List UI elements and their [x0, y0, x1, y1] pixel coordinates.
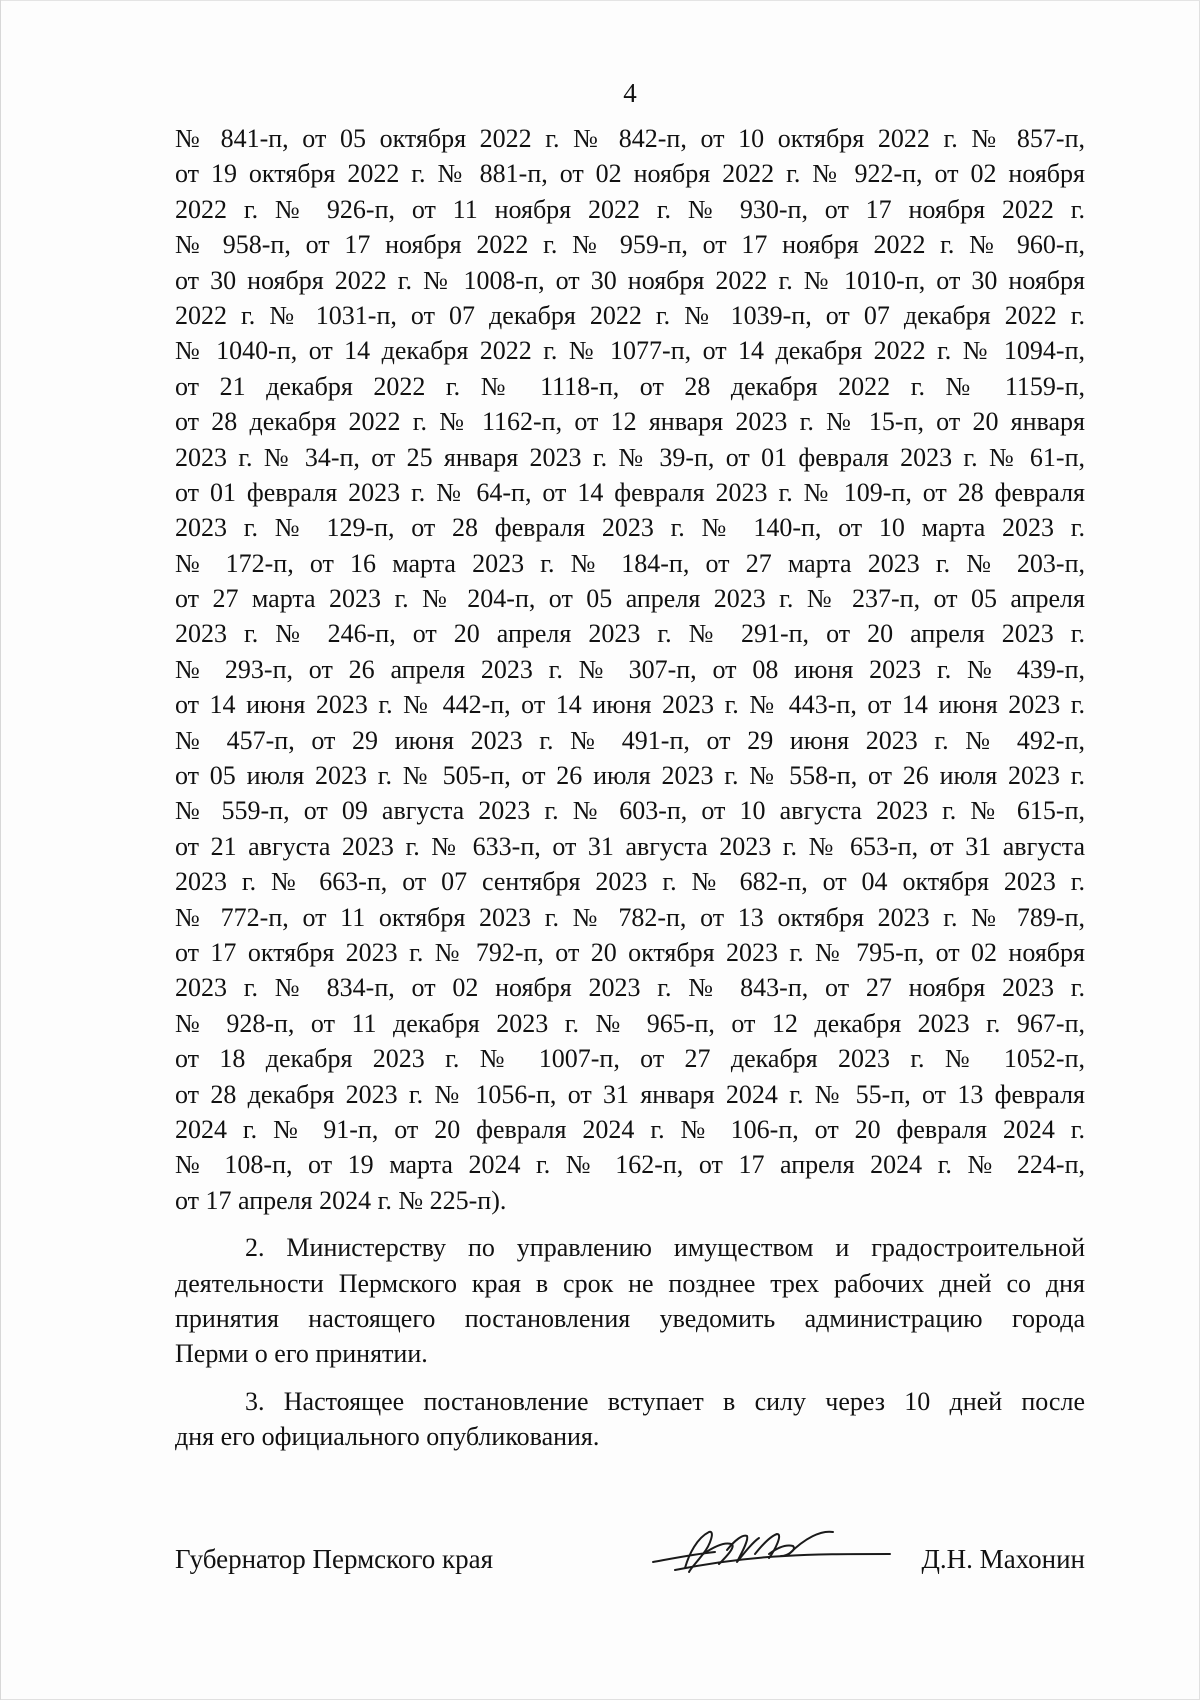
- text-line: 2024 г. № 91-п, от 20 февраля 2024 г. № 106-п, от 20 февраля 2024 г.: [175, 1114, 1085, 1144]
- paragraph-spacer: [175, 1372, 1085, 1384]
- text-line: деятельности Пермского края в срок не позднее трех рабочих дней со дня: [175, 1268, 1085, 1298]
- text-line: № 172-п, от 16 марта 2023 г. № 184-п, от 27 марта 2023 г. № 203-п,: [175, 548, 1085, 578]
- text-line: 2023 г. № 834-п, от 02 ноября 2023 г. № 843-п, от 27 ноября 2023 г.: [175, 973, 1085, 1003]
- text-line: от 27 марта 2023 г. № 204-п, от 05 апреля 2023 г. № 237-п, от 05 апреля: [175, 584, 1085, 614]
- paragraph-2: [175, 1230, 1085, 1372]
- text-line: дня его официального опубликования.: [175, 1422, 600, 1452]
- signature-block: [175, 1544, 1085, 1584]
- text-line: № 958-п, от 17 ноября 2022 г. № 959-п, от 17 ноября 2022 г. № 960-п,: [175, 230, 1085, 260]
- page-number: 4: [623, 78, 637, 108]
- text-line: от 17 апреля 2024 г. № 225-п).: [175, 1185, 507, 1215]
- text-line: от 17 октября 2023 г. № 792-п, от 20 октября 2023 г. № 795-п, от 02 ноября: [175, 937, 1085, 967]
- text-line: от 21 декабря 2022 г. № 1118-п, от 28 декабря 2022 г. № 1159-п,: [175, 371, 1085, 401]
- text-line: № 772-п, от 11 октября 2023 г. № 782-п, от 13 октября 2023 г. № 789-п,: [175, 902, 1085, 932]
- text-line: от 18 декабря 2023 г. № 1007-п, от 27 декабря 2023 г. № 1052-п,: [175, 1044, 1085, 1074]
- signatory-title: Губернатор Пермского края: [175, 1544, 494, 1574]
- text-line: № 1040-п, от 14 декабря 2022 г. № 1077-п, от 14 декабря 2022 г. № 1094-п,: [175, 336, 1085, 366]
- text-line: Перми о его принятии.: [175, 1339, 428, 1369]
- amendment-list: [175, 121, 1085, 1218]
- paragraph-3: [175, 1384, 1085, 1455]
- text-line: от 19 октября 2022 г. № 881-п, от 02 ноября 2022 г. № 922-п, от 02 ноября: [175, 159, 1085, 189]
- text-line: № 293-п, от 26 апреля 2023 г. № 307-п, от 08 июня 2023 г. № 439-п,: [175, 654, 1085, 684]
- signatory-name: Д.Н. Махонин: [921, 1544, 1085, 1574]
- text-line: № 559-п, от 09 августа 2023 г. № 603-п, от 10 августа 2023 г. № 615-п,: [175, 796, 1085, 826]
- text-line: 3. Настоящее постановление вступает в силу через 10 дней после: [245, 1386, 1085, 1416]
- text-line: 2023 г. № 34-п, от 25 января 2023 г. № 39-п, от 01 февраля 2023 г. № 61-п,: [175, 442, 1085, 472]
- text-line: 2022 г. № 926-п, от 11 ноября 2022 г. № 930-п, от 17 ноября 2022 г.: [175, 194, 1085, 224]
- text-line: 2023 г. № 246-п, от 20 апреля 2023 г. № 291-п, от 20 апреля 2023 г.: [175, 619, 1085, 649]
- text-line: от 28 декабря 2022 г. № 1162-п, от 12 января 2023 г. № 15-п, от 20 января: [175, 407, 1085, 437]
- text-line: 2023 г. № 663-п, от 07 сентября 2023 г. № 682-п, от 04 октября 2023 г.: [175, 867, 1085, 897]
- text-line: от 01 февраля 2023 г. № 64-п, от 14 февраля 2023 г. № 109-п, от 28 февраля: [175, 477, 1085, 507]
- text-line: от 05 июля 2023 г. № 505-п, от 26 июля 2023 г. № 558-п, от 26 июля 2023 г.: [175, 761, 1085, 791]
- paragraph-spacer: [175, 1218, 1085, 1230]
- text-line: принятия настоящего постановления уведомить администрацию города: [175, 1303, 1085, 1333]
- handwritten-signature-icon: [645, 1524, 895, 1584]
- text-line: № 928-п, от 11 декабря 2023 г. № 965-п, от 12 декабря 2023 г. 967-п,: [175, 1008, 1085, 1038]
- text-line: от 21 августа 2023 г. № 633-п, от 31 августа 2023 г. № 653-п, от 31 августа: [175, 831, 1085, 861]
- text-line: 2023 г. № 129-п, от 28 февраля 2023 г. № 140-п, от 10 марта 2023 г.: [175, 513, 1085, 543]
- text-line: от 14 июня 2023 г. № 442-п, от 14 июня 2023 г. № 443-п, от 14 июня 2023 г.: [175, 690, 1085, 720]
- text-line: от 28 декабря 2023 г. № 1056-п, от 31 января 2024 г. № 55-п, от 13 февраля: [175, 1079, 1085, 1109]
- text-line: от 30 ноября 2022 г. № 1008-п, от 30 ноября 2022 г. № 1010-п, от 30 ноября: [175, 265, 1085, 295]
- text-line: 2022 г. № 1031-п, от 07 декабря 2022 г. № 1039-п, от 07 декабря 2022 г.: [175, 300, 1085, 330]
- text-line: № 457-п, от 29 июня 2023 г. № 491-п, от 29 июня 2023 г. № 492-п,: [175, 725, 1085, 755]
- decree-body: [175, 121, 1085, 1454]
- text-line: № 108-п, от 19 марта 2024 г. № 162-п, от 17 апреля 2024 г. № 224-п,: [175, 1150, 1085, 1180]
- text-line: № 841-п, от 05 октября 2022 г. № 842-п, от 10 октября 2022 г. № 857-п,: [175, 124, 1085, 153]
- text-line: 2. Министерству по управлению имуществом и градостроительной: [245, 1233, 1085, 1263]
